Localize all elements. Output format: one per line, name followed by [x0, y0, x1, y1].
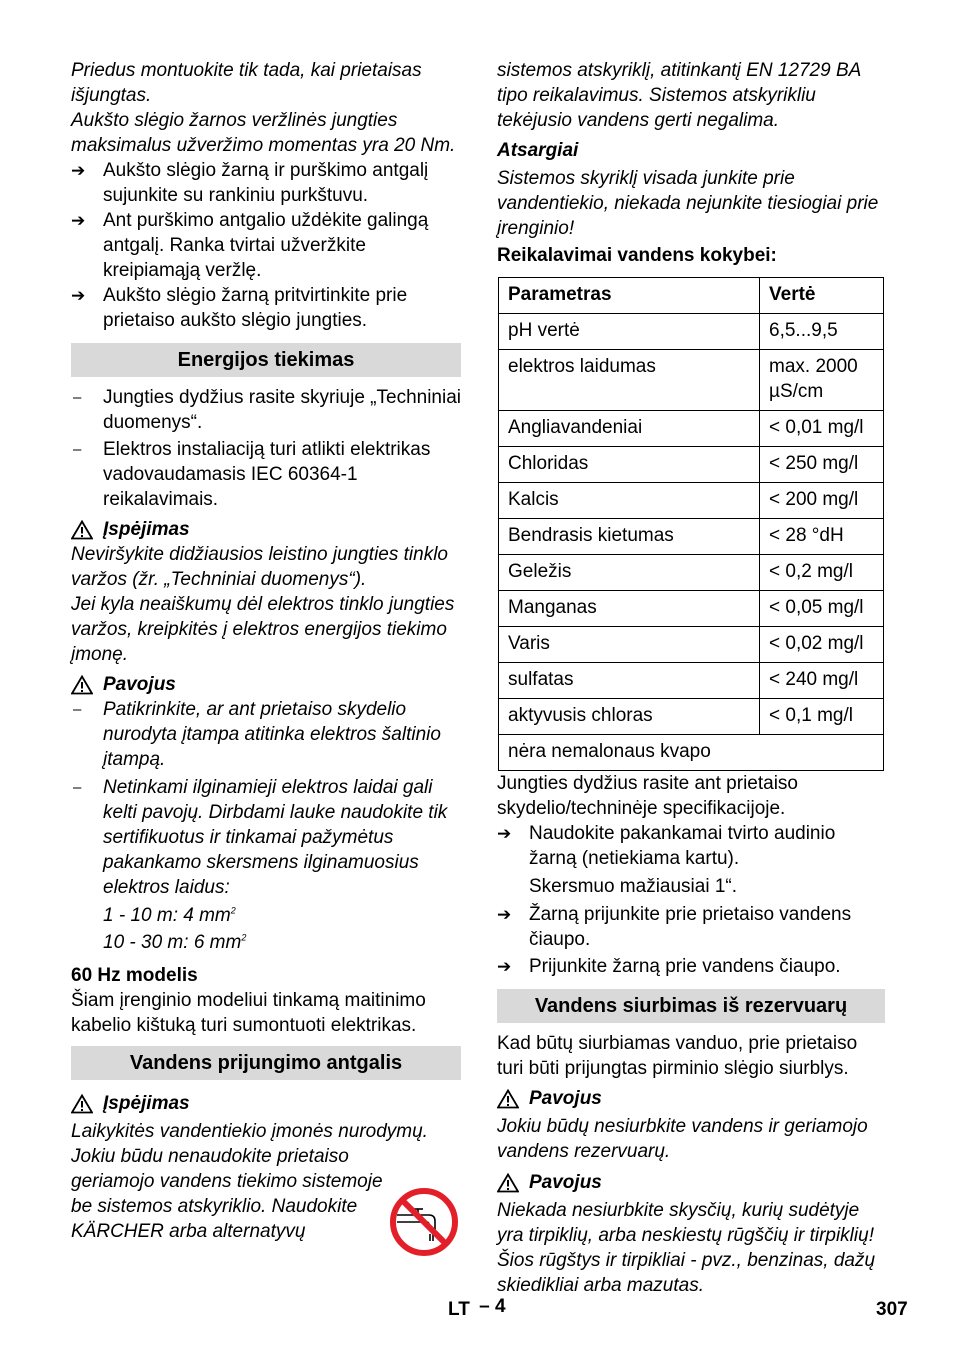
table-row: [499, 699, 884, 735]
instruction-step: [497, 954, 885, 979]
dash-item: [71, 385, 461, 435]
warning-heading: [71, 517, 461, 542]
instruction-step: [71, 208, 461, 283]
table-row: [499, 350, 884, 411]
table-cell: max. 2000 µS/cm: [760, 350, 884, 411]
arrow-icon: ➔: [497, 824, 512, 843]
left-column: [71, 58, 461, 1244]
caution-text: Sistemos skyriklį visada junkite prie vandentiekio, niekada nejunkite tiesiogiai prie įrenginio!: [497, 168, 879, 239]
warning-text: Laikykitės vandentiekio įmonės nurodymų.: [71, 1121, 428, 1142]
table-row: [499, 735, 884, 771]
table-cell: Manganas: [499, 591, 760, 627]
table-row: [499, 447, 884, 483]
superscript: 2: [230, 905, 236, 916]
table-cell: < 250 mg/l: [760, 447, 884, 483]
cable-length-1: [71, 903, 461, 928]
table-row: [499, 519, 884, 555]
right-column: [497, 58, 885, 1298]
caution-heading: Atsargiai: [497, 140, 579, 161]
table-row: [499, 483, 884, 519]
pump-text: Kad būtų siurbiamas vanduo, prie prietaiso turi būti prijungtas pirminio slėgio siurblys.: [497, 1033, 858, 1079]
dash-item: [71, 775, 461, 900]
table-cell: aktyvusis chloras: [499, 699, 760, 735]
step-text: Ant purškimo antgalio uždėkite galingą antgalį. Ranka tvirtai užveržkite kreipiamąją veržlę.: [103, 210, 429, 281]
dash-item: [71, 697, 461, 772]
table-cell: elektros laidumas: [499, 350, 760, 411]
dash-item: [71, 437, 461, 512]
warning-triangle-icon: [497, 1173, 519, 1193]
table-cell: < 0,02 mg/l: [760, 627, 884, 663]
section-heading-energy: Energijos tiekimas: [71, 343, 461, 377]
paragraph-60hz: Šiam įrenginio modeliui tinkamą maitinimo kabelio kištuką turi sumontuoti elektrikas.: [71, 990, 426, 1036]
table-cell: < 0,1 mg/l: [760, 699, 884, 735]
water-quality-table: [498, 277, 884, 771]
table-row: [499, 314, 884, 350]
danger-heading: [497, 1086, 885, 1111]
warning-triangle-icon: [71, 1094, 93, 1114]
dash-text: Jungties dydžius rasite skyriuje „Techniniai duomenys“.: [103, 387, 461, 433]
dash-marker: –: [73, 389, 82, 406]
cable-length-2: [71, 930, 461, 955]
danger-title: Pavojus: [103, 674, 176, 695]
table-cell: Angliavandeniai: [499, 411, 760, 447]
footer-language: [448, 1297, 506, 1322]
instruction-step: [497, 902, 885, 952]
local-page-number: – 4: [479, 1296, 506, 1317]
table-cell: Kalcis: [499, 483, 760, 519]
table-row: [499, 663, 884, 699]
table-cell: 6,5...9,5: [760, 314, 884, 350]
table-cell: < 0,01 mg/l: [760, 411, 884, 447]
dash-marker: –: [73, 779, 82, 796]
dash-marker: –: [73, 701, 82, 718]
table-cell: Bendrasis kietumas: [499, 519, 760, 555]
arrow-icon: ➔: [497, 905, 512, 924]
step-text: Naudokite pakankamai tvirto audinio žarną (netiekiama kartu).: [529, 823, 836, 869]
step-text: Aukšto slėgio žarną ir purškimo antgalį sujunkite su rankiniu purkštuvu.: [103, 160, 429, 206]
step-text: Žarną prijunkite prie prietaiso vandens čiaupo.: [529, 904, 852, 950]
table-cell: Geležis: [499, 555, 760, 591]
warning-text: Jei kyla neaiškumų dėl elektros tinklo jungties varžos, kreipkitės į elektros energijos tiekimo įmonę.: [71, 594, 455, 665]
table-cell: Varis: [499, 627, 760, 663]
warning-triangle-icon: [71, 520, 93, 540]
language-code: LT: [448, 1299, 470, 1320]
table-footer-cell: nėra nemalonaus kvapo: [499, 735, 884, 771]
intro-note-2: Aukšto slėgio žarnos veržlinės jungties maksimalus užveržimo momentas yra 20 Nm.: [71, 110, 456, 156]
table-cell: Chloridas: [499, 447, 760, 483]
continued-text: sistemos atskyriklį, atitinkantį EN 12729 BA tipo reikalavimus. Sistemos atskyrikliu tekėjusio vandens gerti negalima.: [497, 60, 861, 131]
table-cell: < 240 mg/l: [760, 663, 884, 699]
table-cell: < 0,05 mg/l: [760, 591, 884, 627]
table-cell: < 28 °dH: [760, 519, 884, 555]
warning-title: Įspėjimas: [103, 1093, 190, 1114]
column-header: Parametras: [499, 278, 760, 314]
connection-sizes-text: Jungties dydžius rasite ant prietaiso skydelio/techninėje specifikacijoje.: [497, 773, 798, 819]
warning-text: Jokiu būdu nenaudokite prietaiso geriamojo vandens tiekimo sistemoje be sistemos atskyriklio. Naudokite KÄRCHER arba alternatyvų: [71, 1146, 383, 1242]
table-row: [499, 591, 884, 627]
arrow-icon: ➔: [71, 161, 86, 180]
danger-heading: [497, 1170, 885, 1195]
danger-heading: [71, 672, 461, 697]
arrow-icon: ➔: [71, 211, 86, 230]
section-heading-water-connection: Vandens prijungimo antgalis: [71, 1046, 461, 1080]
instruction-step: [497, 821, 885, 871]
danger-text: Niekada nesiurbkite skysčių, kurių sudėtyje yra tirpiklių, arba neskiestų rūgščių ir tirpiklių! Šios rūgštys ir tirpikliai - pvz., benzinas, dažų skiedikliai arba mazutas.: [497, 1200, 876, 1296]
step-note: Skersmuo mažiausiai 1“.: [529, 876, 738, 897]
superscript: 2: [241, 932, 247, 943]
instruction-step: [71, 283, 461, 333]
cable-length-text: 1 - 10 m: 4 mm: [103, 905, 231, 926]
dash-text: Patikrinkite, ar ant prietaiso skydelio nurodyta įtampa atitinka elektros šaltinio įtampą.: [103, 699, 441, 770]
warning-triangle-icon: [71, 675, 93, 695]
no-drinking-water-sign-icon: [389, 1186, 459, 1258]
table-cell: sulfatas: [499, 663, 760, 699]
arrow-icon: ➔: [71, 286, 86, 305]
table-cell: < 200 mg/l: [760, 483, 884, 519]
column-header: Vertė: [760, 278, 884, 314]
table-row: [499, 627, 884, 663]
dash-text: Elektros instaliaciją turi atlikti elektrikas vadovaudamasis IEC 60364-1 reikalavimais.: [103, 439, 431, 510]
page-number: 307: [876, 1299, 908, 1320]
table-cell: < 0,2 mg/l: [760, 555, 884, 591]
danger-title: Pavojus: [529, 1172, 602, 1193]
table-row: [499, 411, 884, 447]
subheading-60hz: 60 Hz modelis: [71, 965, 198, 986]
table-row: [499, 555, 884, 591]
warning-text: Neviršykite didžiausios leistino jungties tinklo varžos (žr. „Techniniai duomenys“).: [71, 544, 449, 590]
step-text: Aukšto slėgio žarną pritvirtinkite prie prietaiso aukšto slėgio jungties.: [103, 285, 408, 331]
warning-triangle-icon: [497, 1089, 519, 1109]
table-header-row: [499, 278, 884, 314]
danger-text: Jokiu būdų nesiurbkite vandens ir geriamojo vandens rezervuarų.: [497, 1116, 868, 1162]
warning-title: Įspėjimas: [103, 519, 190, 540]
dash-marker: –: [73, 441, 82, 458]
step-text: Prijunkite žarną prie vandens čiaupo.: [529, 956, 841, 977]
instruction-step: [71, 158, 461, 208]
cable-length-text: 10 - 30 m: 6 mm: [103, 932, 242, 953]
table-cell: pH vertė: [499, 314, 760, 350]
section-heading-reservoir: Vandens siurbimas iš rezervuarų: [497, 989, 885, 1023]
water-quality-heading: Reikalavimai vandens kokybei:: [497, 245, 777, 266]
intro-note-1: Priedus montuokite tik tada, kai prietaisas išjungtas.: [71, 60, 422, 106]
dash-text: Netinkami ilginamieji elektros laidai gali kelti pavojų. Dirbdami lauke naudokite tik sertifikuotus ir tinkamai pažymėtus pakankamo skersmens ilginamuosius elektros laidus:: [103, 777, 448, 898]
arrow-icon: ➔: [497, 957, 512, 976]
danger-title: Pavojus: [529, 1088, 602, 1109]
warning-heading: [71, 1091, 461, 1116]
